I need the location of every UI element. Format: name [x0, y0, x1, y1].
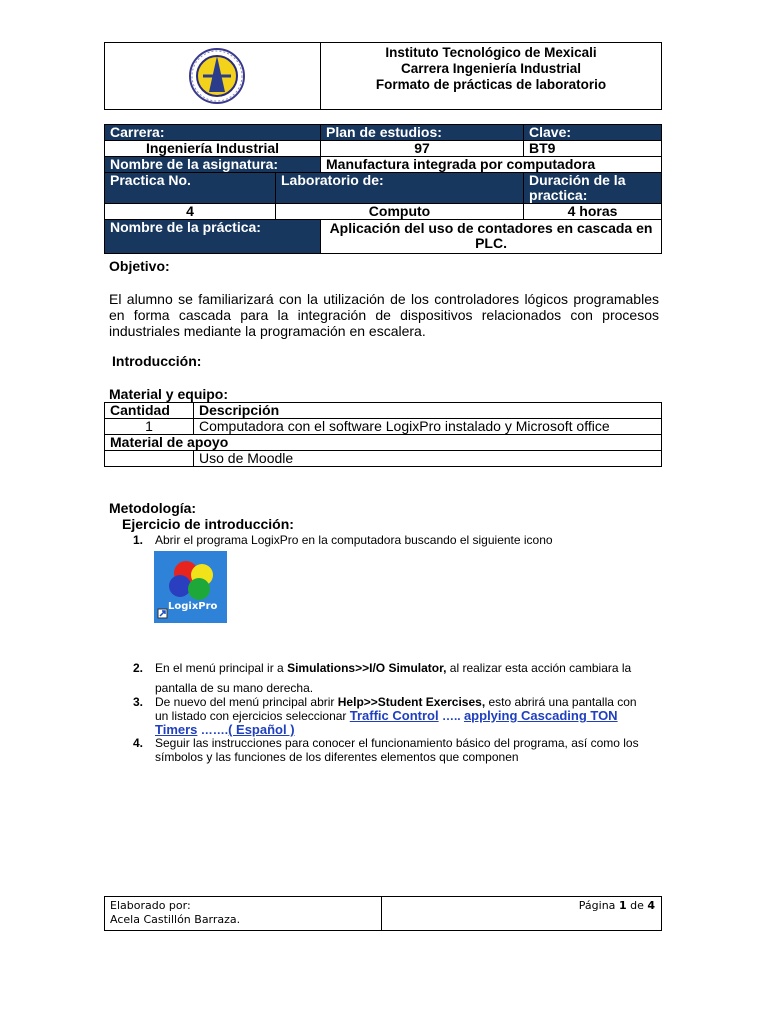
row1-qty: 1 — [105, 419, 194, 435]
practica-no-label: Practica No. — [105, 173, 276, 204]
page-number: Página 1 de 4 — [382, 897, 662, 931]
nombre-practica-label: Nombre de la práctica: — [105, 220, 321, 254]
row1-desc: Computadora con el software LogixPro instalado y Microsoft office — [194, 419, 662, 435]
table-row — [105, 451, 662, 467]
plan-label: Plan de estudios: — [321, 125, 524, 141]
carrera-value: Ingeniería Industrial — [105, 141, 321, 157]
cascading-ton-link[interactable]: applying Cascading TON — [463, 708, 618, 723]
document-header — [104, 42, 662, 110]
asignatura-value: Manufactura integrada por computadora — [321, 157, 662, 173]
format-name: Formato de prácticas de laboratorio — [375, 77, 607, 92]
table-row — [105, 204, 662, 220]
asignatura-label: Nombre de la asignatura: — [105, 157, 321, 173]
step-text: Seguir las instrucciones para conocer el funcionamiento básico del programa, así como los símbolos y las funciones de los diferentes elementos que componen — [155, 736, 639, 764]
table-row — [105, 897, 662, 931]
footer-table — [104, 896, 662, 931]
metodologia-title: Metodología: — [109, 500, 197, 516]
logixpro-icon[interactable] — [154, 551, 227, 623]
clave-label: Clave: — [524, 125, 662, 141]
institute-seal-icon — [189, 46, 245, 106]
step-number: 4. — [133, 736, 144, 750]
table-row — [105, 220, 662, 254]
metodologia-subtitle: Ejercicio de introducción: — [122, 516, 294, 532]
elaborado-name: Acela Castillón Barraza. — [110, 913, 241, 926]
col-cantidad: Cantidad — [105, 403, 194, 419]
table-row — [105, 403, 662, 419]
table-row — [105, 125, 662, 141]
table-row — [105, 141, 662, 157]
carrera-label: Carrera: — [105, 125, 321, 141]
institute-name: Instituto Tecnológico de Mexicali — [385, 45, 597, 60]
step-number: 3. — [133, 695, 144, 709]
laboratorio-value: Computo — [276, 204, 524, 220]
step-4 — [133, 736, 663, 764]
introduccion-title: Introducción: — [112, 353, 202, 369]
table-row — [105, 157, 662, 173]
apoyo-qty — [105, 451, 194, 467]
elaborado-label: Elaborado por: — [110, 899, 191, 912]
career-name: Carrera Ingeniería Industrial — [400, 61, 582, 76]
menu-path: Simulations>>I/O Simulator, — [287, 661, 447, 675]
objetivo-text: El alumno se familiarizará con la utilización de los controladores lógicos programables en forma cascada para la integración de dispositivos relacionados con procesos industriales mediante la programación en escalera. — [109, 291, 659, 339]
traffic-control-link[interactable]: Traffic Control — [349, 708, 439, 723]
material-table — [104, 402, 662, 467]
apoyo-desc: Uso de Moodle — [194, 451, 662, 467]
table-row — [105, 419, 662, 435]
step-text: En el menú principal ir a — [155, 661, 288, 675]
timers-link[interactable]: Timers — [155, 722, 198, 737]
laboratorio-label: Laboratorio de: — [276, 173, 524, 204]
clave-value: BT9 — [524, 141, 662, 157]
table-row — [105, 435, 662, 451]
table-row — [105, 173, 662, 204]
duracion-label: Duración de la practica: — [524, 173, 662, 204]
duracion-value: 4 horas — [524, 204, 662, 220]
practica-no-value: 4 — [105, 204, 276, 220]
step-number: 1. — [133, 533, 144, 547]
material-title: Material y equipo: — [109, 386, 229, 402]
logo-cell — [105, 43, 321, 109]
plan-value: 97 — [321, 141, 524, 157]
step-3: 3. De nuevo del menú principal abrir Help>>Student Exercises, esto abrirá una pantalla con un listado con ejercicios seleccionar Traffic Control ….. applying Cascading TON Timers …….( Español ) — [133, 695, 637, 737]
nombre-practica-value: Aplicación del uso de contadores en cascada en PLC. — [321, 220, 662, 254]
col-descripcion: Descripción — [194, 403, 662, 419]
objetivo-title: Objetivo: — [109, 258, 170, 274]
step-2: 2. En el menú principal ir a Simulations>>I/O Simulator, al realizar esta acción cambiara la pantalla de su mano derecha. — [133, 661, 632, 695]
step-number: 2. — [133, 661, 144, 675]
espanol-link[interactable]: ( Español ) — [228, 722, 295, 737]
practice-info-table — [104, 124, 662, 254]
logixpro-icon-label: LogixPro — [168, 601, 218, 612]
step-text: Abrir el programa LogixPro en la computadora buscando el siguiente icono — [155, 533, 553, 547]
step-1 — [133, 533, 663, 547]
menu-path: Help>>Student Exercises, — [337, 695, 486, 709]
apoyo-label: Material de apoyo — [105, 435, 662, 451]
